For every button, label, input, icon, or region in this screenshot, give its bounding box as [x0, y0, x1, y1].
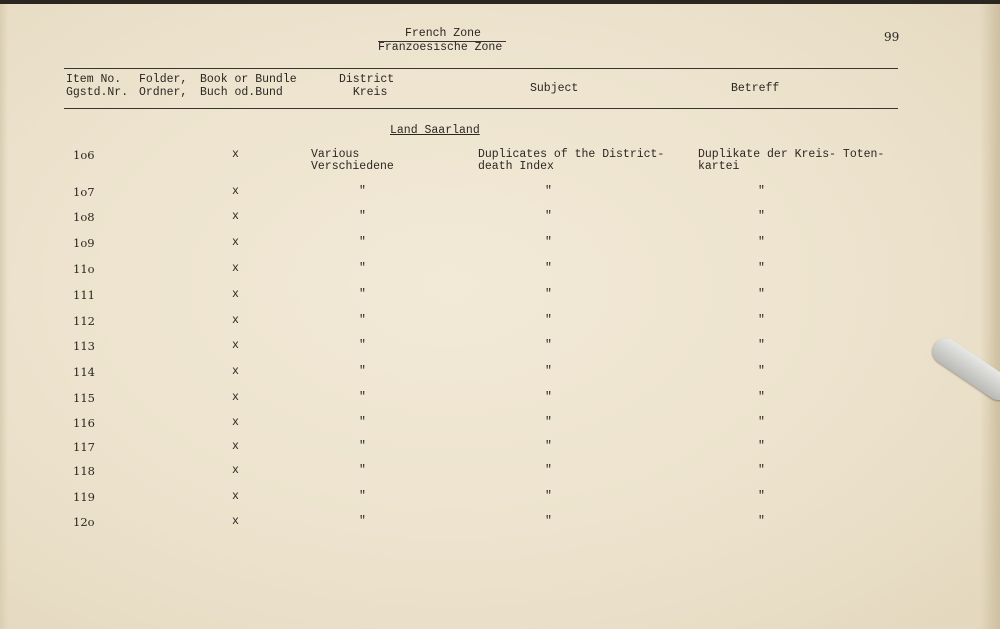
betreff-cell: " — [758, 236, 765, 249]
subject-cell: " — [545, 391, 552, 404]
book-mark: x — [232, 416, 239, 429]
book-mark: x — [232, 440, 239, 453]
subject-cell: " — [545, 416, 552, 429]
item-number: 1o7 — [73, 185, 95, 199]
district-cell: " — [359, 464, 366, 477]
subject-cell: " — [545, 440, 552, 453]
district-cell: " — [359, 490, 366, 503]
column-header-district: District Kreis — [339, 73, 395, 99]
district-cell: " — [359, 440, 366, 453]
page-title: French Zone — [405, 27, 481, 40]
district-cell: " — [359, 236, 366, 249]
district-cell: " — [359, 210, 366, 223]
item-number: 118 — [73, 464, 95, 478]
book-mark: x — [232, 185, 239, 198]
subject-cell: " — [545, 185, 552, 198]
betreff-cell: Duplikate der Kreis- Toten- kartei — [698, 148, 885, 173]
betreff-cell: " — [758, 288, 765, 301]
betreff-cell: " — [758, 391, 765, 404]
subject-cell: " — [545, 288, 552, 301]
betreff-cell: " — [758, 314, 765, 327]
betreff-cell: " — [758, 440, 765, 453]
item-number: 111 — [73, 288, 95, 302]
column-header-book: Book or Bundle Buch od.Bund — [200, 73, 297, 99]
header-top-rule — [64, 68, 898, 69]
district-cell: " — [359, 314, 366, 327]
betreff-cell: " — [758, 416, 765, 429]
betreff-cell: " — [758, 210, 765, 223]
book-mark: x — [232, 391, 239, 404]
column-header-subject: Subject — [530, 82, 579, 95]
subject-cell: " — [545, 515, 552, 528]
betreff-cell: " — [758, 339, 765, 352]
book-mark: x — [232, 515, 239, 528]
page-subtitle: Franzoesische Zone — [378, 41, 503, 54]
subject-cell: " — [545, 236, 552, 249]
subject-cell: " — [545, 490, 552, 503]
page-edge-shadow — [980, 4, 1000, 629]
district-cell: " — [359, 391, 366, 404]
betreff-cell: " — [758, 365, 765, 378]
book-mark: x — [232, 288, 239, 301]
book-mark: x — [232, 262, 239, 275]
header-bottom-rule — [64, 108, 898, 109]
betreff-cell: " — [758, 262, 765, 275]
item-number: 1o9 — [73, 236, 95, 250]
book-mark: x — [232, 236, 239, 249]
item-number: 119 — [73, 490, 95, 504]
page-number: 99 — [884, 30, 900, 44]
item-number: 11o — [73, 262, 95, 276]
book-mark: x — [232, 365, 239, 378]
district-cell: " — [359, 515, 366, 528]
betreff-cell: " — [758, 464, 765, 477]
book-mark: x — [232, 210, 239, 223]
item-number: 1o8 — [73, 210, 95, 224]
page-edge-shadow — [0, 4, 8, 629]
district-cell: " — [359, 365, 366, 378]
item-number: 113 — [73, 339, 95, 353]
subject-cell: " — [545, 262, 552, 275]
subject-cell: Duplicates of the District- death Index — [478, 148, 665, 173]
district-cell: " — [359, 262, 366, 275]
item-number: 115 — [73, 391, 95, 405]
district-cell: " — [359, 288, 366, 301]
document-page — [0, 4, 1000, 629]
subject-cell: " — [545, 464, 552, 477]
betreff-cell: " — [758, 515, 765, 528]
item-number: 116 — [73, 416, 95, 430]
district-cell: " — [359, 185, 366, 198]
column-header-betreff: Betreff — [731, 82, 780, 95]
column-header-item: Item No. Ggstd.Nr. — [66, 73, 129, 99]
column-header-folder: Folder, Ordner, — [139, 73, 188, 99]
betreff-cell: " — [758, 185, 765, 198]
subject-cell: " — [545, 314, 552, 327]
district-cell: Various Verschiedene — [311, 148, 394, 173]
item-number: 114 — [73, 365, 95, 379]
subject-cell: " — [545, 339, 552, 352]
book-mark: x — [232, 148, 239, 161]
region-heading: Land Saarland — [390, 124, 480, 137]
item-number: 112 — [73, 314, 95, 328]
subject-cell: " — [545, 365, 552, 378]
book-mark: x — [232, 314, 239, 327]
subject-cell: " — [545, 210, 552, 223]
book-mark: x — [232, 464, 239, 477]
district-cell: " — [359, 339, 366, 352]
item-number: 117 — [73, 440, 95, 454]
item-number: 12o — [73, 515, 95, 529]
district-cell: " — [359, 416, 366, 429]
book-mark: x — [232, 339, 239, 352]
betreff-cell: " — [758, 490, 765, 503]
book-mark: x — [232, 490, 239, 503]
item-number: 1o6 — [73, 148, 95, 162]
